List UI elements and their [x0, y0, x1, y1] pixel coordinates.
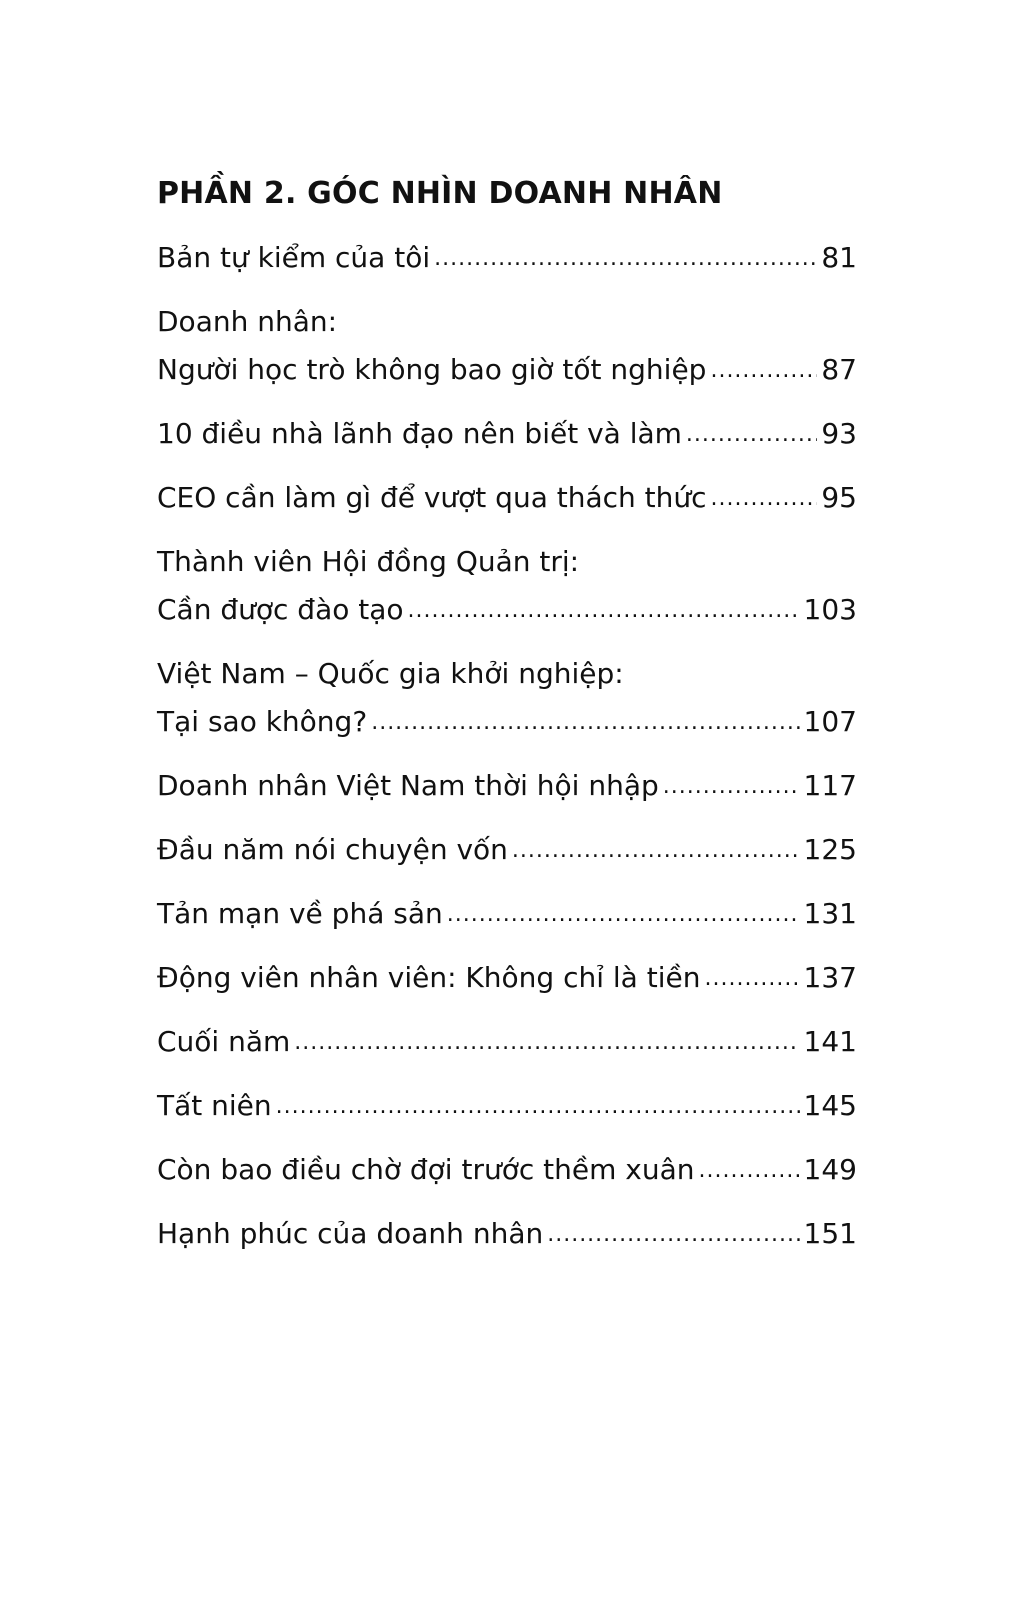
toc-page-number: 151: [803, 1217, 857, 1250]
toc-entry-title: Tất niên: [157, 1089, 272, 1122]
toc-entry: [157, 896, 857, 932]
toc-entry-title: Hạnh phúc của doanh nhân: [157, 1217, 544, 1250]
toc-entry-title: Doanh nhân Việt Nam thời hội nhập: [157, 769, 659, 802]
toc-entry: [157, 1024, 857, 1060]
toc-entry: [157, 1216, 857, 1252]
toc-page-number: 87: [821, 353, 857, 386]
toc-entry-title: Bản tự kiểm của tôi: [157, 241, 431, 274]
toc-entry: [157, 544, 857, 628]
toc-entry-title: 10 điều nhà lãnh đạo nên biết và làm: [157, 417, 682, 450]
dot-leader: [294, 1022, 799, 1058]
toc-entry: [157, 1088, 857, 1124]
toc-page-number: 103: [803, 593, 857, 626]
dot-leader: [512, 830, 800, 866]
toc-entry-title: Cuối năm: [157, 1025, 291, 1058]
toc-entry: [157, 240, 857, 276]
dot-leader: [704, 958, 799, 994]
toc-entry: [157, 1152, 857, 1188]
toc-entry-title: CEO cần làm gì để vượt qua thách thức: [157, 481, 707, 514]
toc-page-number: 117: [803, 769, 857, 802]
dot-leader: [276, 1086, 800, 1122]
toc-page-number: 145: [803, 1089, 857, 1122]
dot-leader: [698, 1150, 799, 1186]
toc-entry-title: Tản mạn về phá sản: [157, 897, 443, 930]
toc-page-number: 125: [803, 833, 857, 866]
toc-page-number: 81: [821, 241, 857, 274]
toc-entry-title: Người học trò không bao giờ tốt nghiệp: [157, 353, 707, 386]
dot-leader: [447, 894, 800, 930]
toc-entry: [157, 960, 857, 996]
dot-leader: [434, 238, 817, 274]
toc-entry: [157, 416, 857, 452]
toc-page-number: 137: [803, 961, 857, 994]
toc-entry-title: Đầu năm nói chuyện vốn: [157, 833, 508, 866]
toc-entry-title-line: Thành viên Hội đồng Quản trị:: [157, 545, 580, 578]
toc-page-number: 141: [803, 1025, 857, 1058]
toc-entry-title: Cần được đào tạo: [157, 593, 404, 626]
toc-entry-title: Động viên nhân viên: Không chỉ là tiền: [157, 961, 701, 994]
dot-leader: [408, 590, 800, 626]
toc-page-number: 149: [803, 1153, 857, 1186]
dot-leader: [710, 350, 817, 386]
toc-entry: [157, 768, 857, 804]
toc-page-number: 107: [803, 705, 857, 738]
dot-leader: [547, 1214, 799, 1250]
section-title: PHẦN 2. GÓC NHÌN DOANH NHÂN: [157, 176, 723, 211]
dot-leader: [371, 702, 799, 738]
toc-page-number: 95: [821, 481, 857, 514]
toc-page-number: 93: [821, 417, 857, 450]
dot-leader: [711, 478, 818, 514]
toc-entry: [157, 832, 857, 868]
toc-entry-title-line: Việt Nam – Quốc gia khởi nghiệp:: [157, 657, 624, 690]
dot-leader: [663, 766, 800, 802]
toc-entry-title: Còn bao điều chờ đợi trước thềm xuân: [157, 1153, 695, 1186]
dot-leader: [686, 414, 817, 450]
toc-entry-title: Tại sao không?: [157, 705, 368, 738]
toc-entry: [157, 480, 857, 516]
toc-page-number: 131: [803, 897, 857, 930]
toc-entry-title-line: Doanh nhân:: [157, 305, 338, 338]
toc-entry: [157, 304, 857, 388]
toc-entry: [157, 656, 857, 740]
